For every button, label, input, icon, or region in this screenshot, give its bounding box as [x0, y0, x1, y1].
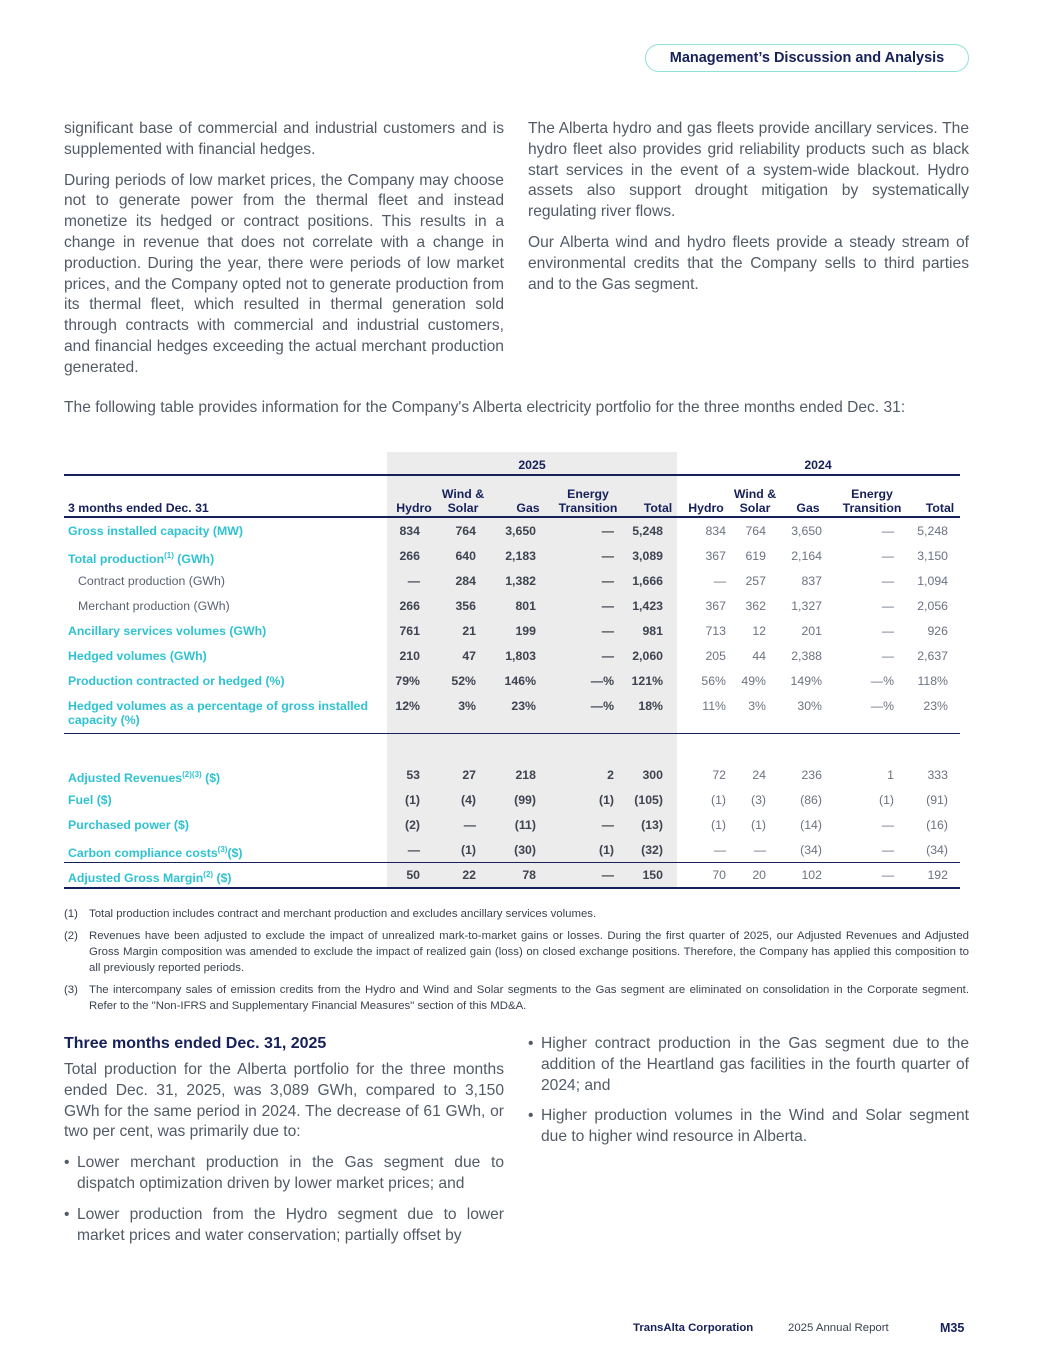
bullet-marker: •	[528, 1107, 534, 1125]
cell-2025: (11)	[514, 818, 536, 832]
cell-2024: 49%	[741, 674, 766, 688]
cell-2024: 2,056	[917, 599, 948, 613]
cell-2024: 764	[745, 524, 766, 538]
cell-2025: —	[601, 524, 614, 538]
bottom-left-column	[64, 1060, 504, 1256]
cell-2025: 300	[642, 768, 663, 782]
cell-2025: 356	[455, 599, 476, 613]
paragraph: significant base of commercial and industrial customers and is supplemented with financial hedges.	[64, 120, 504, 158]
bullet-item	[64, 1205, 504, 1247]
cell-2025: 981	[642, 624, 663, 638]
footnote-ref: (2)(3)	[182, 770, 202, 779]
row-label	[68, 674, 388, 688]
row-label-text: Gross installed capacity (MW)	[68, 524, 243, 538]
cell-2025: 284	[455, 574, 476, 588]
cell-2025: (2)	[404, 818, 420, 832]
bullet-item	[528, 1034, 969, 1096]
row-label-text: Hedged volumes as a percentage of gross installed capacity (%)	[68, 699, 369, 727]
cell-2024: —	[881, 843, 894, 857]
col-wind-solar-2025	[438, 487, 488, 515]
cell-2024: —	[881, 624, 894, 638]
cell-2025: 761	[399, 624, 420, 638]
cell-2025: (1)	[598, 793, 614, 807]
footnote	[64, 906, 969, 922]
cell-2024: (1)	[878, 793, 894, 807]
cell-2024: 30%	[797, 699, 822, 713]
cell-2025: —%	[590, 699, 614, 713]
cell-2024: —	[881, 524, 894, 538]
footnote-number: (3)	[64, 984, 78, 996]
cell-2024: 333	[927, 768, 948, 782]
cell-2025: —	[407, 574, 420, 588]
row-label-text: Adjusted Gross Margin	[68, 871, 204, 885]
table-row	[64, 674, 960, 699]
cell-2025: —	[407, 843, 420, 857]
cell-2024: —	[881, 574, 894, 588]
cell-2024: 20	[752, 868, 766, 882]
cell-2024: 3%	[748, 699, 766, 713]
col-gas-2024: Gas	[796, 501, 820, 515]
cell-2025: 2	[607, 768, 614, 782]
cell-2024: 834	[705, 524, 726, 538]
cell-2025: 1,423	[632, 599, 663, 613]
col-label-line: Transition	[558, 501, 618, 515]
bullet-item	[64, 1153, 504, 1195]
row-label-unit: ($)	[227, 846, 243, 860]
cell-2024: 24	[752, 768, 766, 782]
cell-2025: 266	[399, 599, 420, 613]
cell-2025: 1,666	[632, 574, 663, 588]
row-label	[68, 624, 388, 638]
cell-2025: —	[463, 818, 476, 832]
cell-2024: 5,248	[917, 524, 948, 538]
row-label-text: Hedged volumes (GWh)	[68, 649, 207, 663]
cell-2025: 18%	[638, 699, 663, 713]
cell-2024: (91)	[926, 793, 948, 807]
row-label-text: Adjusted Revenues	[68, 771, 183, 785]
cell-2024: —	[713, 574, 726, 588]
col-energy-transition-2024	[836, 487, 908, 515]
row-label-text: Ancillary services volumes (GWh)	[68, 624, 267, 638]
page-number: M35	[940, 1321, 965, 1335]
cell-2025: 640	[455, 549, 476, 563]
cell-2024: —%	[870, 699, 894, 713]
row-label	[68, 818, 388, 832]
cell-2024: (86)	[800, 793, 822, 807]
cell-2025: 53	[406, 768, 420, 782]
cell-2024: (14)	[800, 818, 822, 832]
col-hydro-2025: Hydro	[396, 501, 432, 515]
bottom-right-column	[528, 1034, 969, 1158]
footnote-text: The intercompany sales of emission credits from the Hydro and Wind and Solar segments to the Gas segment are eliminated on consolidation in the Corporate segment. Refer to the "Non-IFRS and Supplementary Financial Measures" section of this MD&A.	[89, 984, 969, 1012]
cell-2025: —	[601, 574, 614, 588]
table-row	[64, 818, 960, 843]
cell-2025: 218	[515, 768, 536, 782]
footnotes	[64, 906, 969, 1020]
footnote-text: Revenues have been adjusted to exclude the impact of unrealized mark-to-market gains or losses. During the first quarter of 2025, our Adjusted Revenues and Adjusted Gross Margin composition was amended to exclude the impact of realized gain (loss) on closed exchange positions. Therefore, the Company has applied this composition to all previously reported periods.	[89, 930, 969, 974]
col-label-line: Energy	[851, 487, 893, 501]
top-left-column	[64, 119, 504, 389]
cell-2024: 619	[745, 549, 766, 563]
row-label-text: Production contracted or hedged (%)	[68, 674, 285, 688]
cell-2024: 362	[745, 599, 766, 613]
cell-2024: 205	[705, 649, 726, 663]
col-gas-2025: Gas	[516, 501, 540, 515]
cell-2025: 2,183	[505, 549, 536, 563]
col-label-line: Solar	[447, 501, 479, 515]
row-label-text: Total production	[68, 552, 165, 566]
cell-2025: —	[601, 818, 614, 832]
cell-2024: (16)	[926, 818, 948, 832]
year-2024-header: 2024	[804, 458, 832, 472]
cell-2025: 266	[399, 549, 420, 563]
col-label-line: Wind &	[441, 487, 485, 501]
cell-2024: 70	[712, 868, 726, 882]
cell-2025: (30)	[514, 843, 536, 857]
col-wind-solar-2024	[730, 487, 780, 515]
cell-2024: 44	[752, 649, 766, 663]
table-row	[64, 624, 960, 649]
bullet-marker: •	[528, 1035, 534, 1052]
paragraph: The Alberta hydro and gas fleets provide ancillary services. The hydro fleet also provides grid reliability products such as black start services in the event of a system-wide blackout. Hydro assets also support drought mitigation by systematically regulating river flows.	[528, 120, 969, 221]
cell-2024: 1,094	[917, 574, 948, 588]
cell-2025: 22	[462, 868, 476, 882]
cell-2024: 837	[801, 574, 822, 588]
row-label	[68, 843, 388, 860]
cell-2024: —%	[870, 674, 894, 688]
row-label	[68, 868, 388, 885]
table-row	[64, 524, 960, 549]
cell-2025: (4)	[460, 793, 476, 807]
table-row	[64, 574, 960, 599]
cell-2024: 257	[745, 574, 766, 588]
paragraph: Total production for the Alberta portfolio for the three months ended Dec. 31, 2025, was 3,089 GWh, compared to 3,150 GWh for the same period in 2024. The decrease of 61 GWh, or two per cent, was primarily due to:	[64, 1061, 504, 1141]
col-label-line: Solar	[739, 501, 771, 515]
cell-2024: 3,650	[791, 524, 822, 538]
cell-2025: 834	[399, 524, 420, 538]
table-row	[64, 793, 960, 818]
cell-2024: —	[881, 549, 894, 563]
cell-2025: 79%	[395, 674, 420, 688]
cell-2024: (1)	[710, 793, 726, 807]
cell-2025: 50	[406, 868, 420, 882]
cell-2024: 118%	[917, 674, 948, 688]
footnote-text: Total production includes contract and merchant production and excludes ancillary services volumes.	[89, 908, 597, 920]
cell-2025: —	[601, 599, 614, 613]
paragraph: During periods of low market prices, the Company may choose not to generate power from the thermal fleet and instead monetize its hedged or contract positions. This results in a change in revenue that does not correlate with a change in production. During the year, there were periods of low market prices, and the Company opted not to generate production from its thermal fleet, which resulted in thermal generation sold through contracts with commercial and industrial customers, and financial hedges exceeding the actual merchant production generated.	[64, 171, 504, 376]
cell-2025: 2,060	[632, 649, 663, 663]
cell-2025: —	[601, 649, 614, 663]
bullet-text: Higher production volumes in the Wind and Solar segment due to higher wind resource in Alberta.	[541, 1107, 969, 1146]
cell-2024: —	[881, 868, 894, 882]
cell-2025: (1)	[460, 843, 476, 857]
cell-2024: 2,388	[791, 649, 822, 663]
row-label	[78, 574, 398, 588]
section-header-pill: Management’s Discussion and Analysis	[645, 44, 969, 72]
cell-2025: 27	[462, 768, 476, 782]
header-rule	[64, 516, 960, 518]
cell-2024: 201	[801, 624, 822, 638]
footnote	[64, 982, 969, 1014]
row-label	[78, 599, 398, 613]
row-label-text: Contract production (GWh)	[78, 574, 225, 588]
cell-2024: —	[881, 818, 894, 832]
top-right-column	[528, 119, 969, 305]
footnote-ref: (3)	[217, 845, 228, 854]
cell-2025: —	[601, 624, 614, 638]
table-row	[64, 599, 960, 624]
cell-2024: 236	[801, 768, 822, 782]
footnote-ref: (2)	[203, 870, 214, 879]
cell-2025: 150	[642, 868, 663, 882]
bullet-text: Lower merchant production in the Gas segment due to dispatch optimization driven by lower market prices; and	[77, 1154, 504, 1192]
cell-2024: 713	[705, 624, 726, 638]
table-row	[64, 549, 960, 574]
col-label-line: Energy	[567, 487, 609, 501]
paragraph: Our Alberta wind and hydro fleets provide a steady stream of environmental credits that the Company sells to third parties and to the Gas segment.	[528, 233, 969, 293]
cell-2025: 52%	[451, 674, 476, 688]
cell-2025: 146%	[504, 674, 536, 688]
col-label-line: Wind &	[733, 487, 777, 501]
cell-2024: 23%	[923, 699, 948, 713]
cell-2025: 5,248	[632, 524, 663, 538]
footer-company: TransAlta Corporation	[633, 1322, 754, 1334]
cell-2025: (32)	[641, 843, 663, 857]
cell-2025: (1)	[404, 793, 420, 807]
cell-2024: 367	[705, 549, 726, 563]
footnote-number: (2)	[64, 930, 78, 942]
cell-2024: 926	[927, 624, 948, 638]
table-row	[64, 699, 960, 727]
col-energy-transition-2025	[552, 487, 624, 515]
row-label	[68, 549, 388, 566]
section-rule	[64, 733, 960, 734]
cell-2025: 47	[462, 649, 476, 663]
cell-2024: 192	[927, 868, 948, 882]
cell-2025: —%	[590, 674, 614, 688]
table-row	[64, 768, 960, 793]
row-label	[68, 768, 388, 785]
row-label-text: Merchant production (GWh)	[78, 599, 230, 613]
cell-2024: (34)	[800, 843, 822, 857]
cell-2024: —	[881, 599, 894, 613]
cell-2024: 11%	[702, 699, 726, 713]
footer-report: 2025 Annual Report	[788, 1322, 889, 1334]
row-label-unit: (GWh)	[173, 552, 215, 566]
cell-2025: 78	[522, 868, 536, 882]
cell-2024: 2,164	[791, 549, 822, 563]
cell-2025: 1,382	[505, 574, 536, 588]
row-label-text: Purchased power ($)	[68, 818, 189, 832]
cell-2025: 12%	[395, 699, 420, 713]
cell-2024: 1,327	[791, 599, 822, 613]
row-label	[68, 793, 388, 807]
table-intro: The following table provides information for the Company's Alberta electricity portfolio for the three months ended Dec. 31:	[64, 399, 906, 416]
row-label-unit: ($)	[201, 771, 221, 785]
cell-2025: 3,650	[505, 524, 536, 538]
cell-2024: (3)	[750, 793, 766, 807]
row-label	[68, 524, 388, 538]
table-row	[64, 649, 960, 674]
footnote-number: (1)	[64, 908, 78, 920]
cell-2025: 210	[399, 649, 420, 663]
bullet-item	[528, 1106, 969, 1148]
cell-2025: (1)	[598, 843, 614, 857]
cell-2025: —	[601, 868, 614, 882]
row-header-label: 3 months ended Dec. 31	[68, 501, 209, 515]
cell-2024: 3,150	[917, 549, 948, 563]
cell-2025: 3,089	[632, 549, 663, 563]
cell-2024: (1)	[710, 818, 726, 832]
col-total-2025: Total	[643, 501, 673, 515]
cell-2025: 121%	[631, 674, 663, 688]
row-label	[68, 649, 388, 663]
bullet-marker: •	[64, 1154, 70, 1172]
cell-2024: 102	[801, 868, 822, 882]
column-header-row	[64, 485, 960, 515]
footnote-ref: (1)	[164, 551, 174, 560]
section-title: Three months ended Dec. 31, 2025	[64, 1035, 327, 1052]
cell-2024: 56%	[701, 674, 726, 688]
cell-2024: 1	[887, 768, 894, 782]
cell-2025: (99)	[514, 793, 536, 807]
cell-2025: 21	[462, 624, 476, 638]
bullet-text: Higher contract production in the Gas segment due to the addition of the Heartland gas facilities in the fourth quarter of 2024; and	[541, 1035, 969, 1094]
bullet-marker: •	[64, 1205, 70, 1223]
cell-2025: 1,803	[505, 649, 536, 663]
cell-2025: 801	[515, 599, 536, 613]
row-label-text: Fuel ($)	[68, 793, 112, 807]
table-row	[64, 843, 960, 868]
row-label	[68, 699, 388, 727]
col-label-line: Transition	[842, 501, 902, 515]
row-label-unit: ($)	[213, 871, 232, 885]
cell-2024: 2,637	[917, 649, 948, 663]
cell-2024: 367	[705, 599, 726, 613]
cell-2024: —	[753, 843, 766, 857]
cell-2024: 12	[752, 624, 766, 638]
cell-2025: 3%	[458, 699, 476, 713]
bullet-text: Lower production from the Hydro segment due to lower market prices and water conservation; partially offset by	[77, 1205, 504, 1244]
footnote	[64, 928, 969, 976]
cell-2025: 199	[515, 624, 536, 638]
cell-2025: (13)	[641, 818, 663, 832]
year-2025-header: 2025	[518, 458, 546, 472]
year-rule	[64, 474, 960, 476]
cell-2025: (105)	[634, 793, 663, 807]
cell-2025: 764	[455, 524, 476, 538]
col-hydro-2024: Hydro	[688, 501, 724, 515]
cell-2024: 149%	[790, 674, 822, 688]
row-label-text: Carbon compliance costs	[68, 846, 218, 860]
cell-2024: —	[881, 649, 894, 663]
cell-2025: 23%	[511, 699, 536, 713]
cell-2024: 72	[712, 768, 726, 782]
col-total-2024: Total	[925, 501, 955, 515]
cell-2024: (34)	[926, 843, 948, 857]
table-row	[64, 868, 960, 893]
cell-2024: (1)	[750, 818, 766, 832]
cell-2024: —	[713, 843, 726, 857]
cell-2025: —	[601, 549, 614, 563]
